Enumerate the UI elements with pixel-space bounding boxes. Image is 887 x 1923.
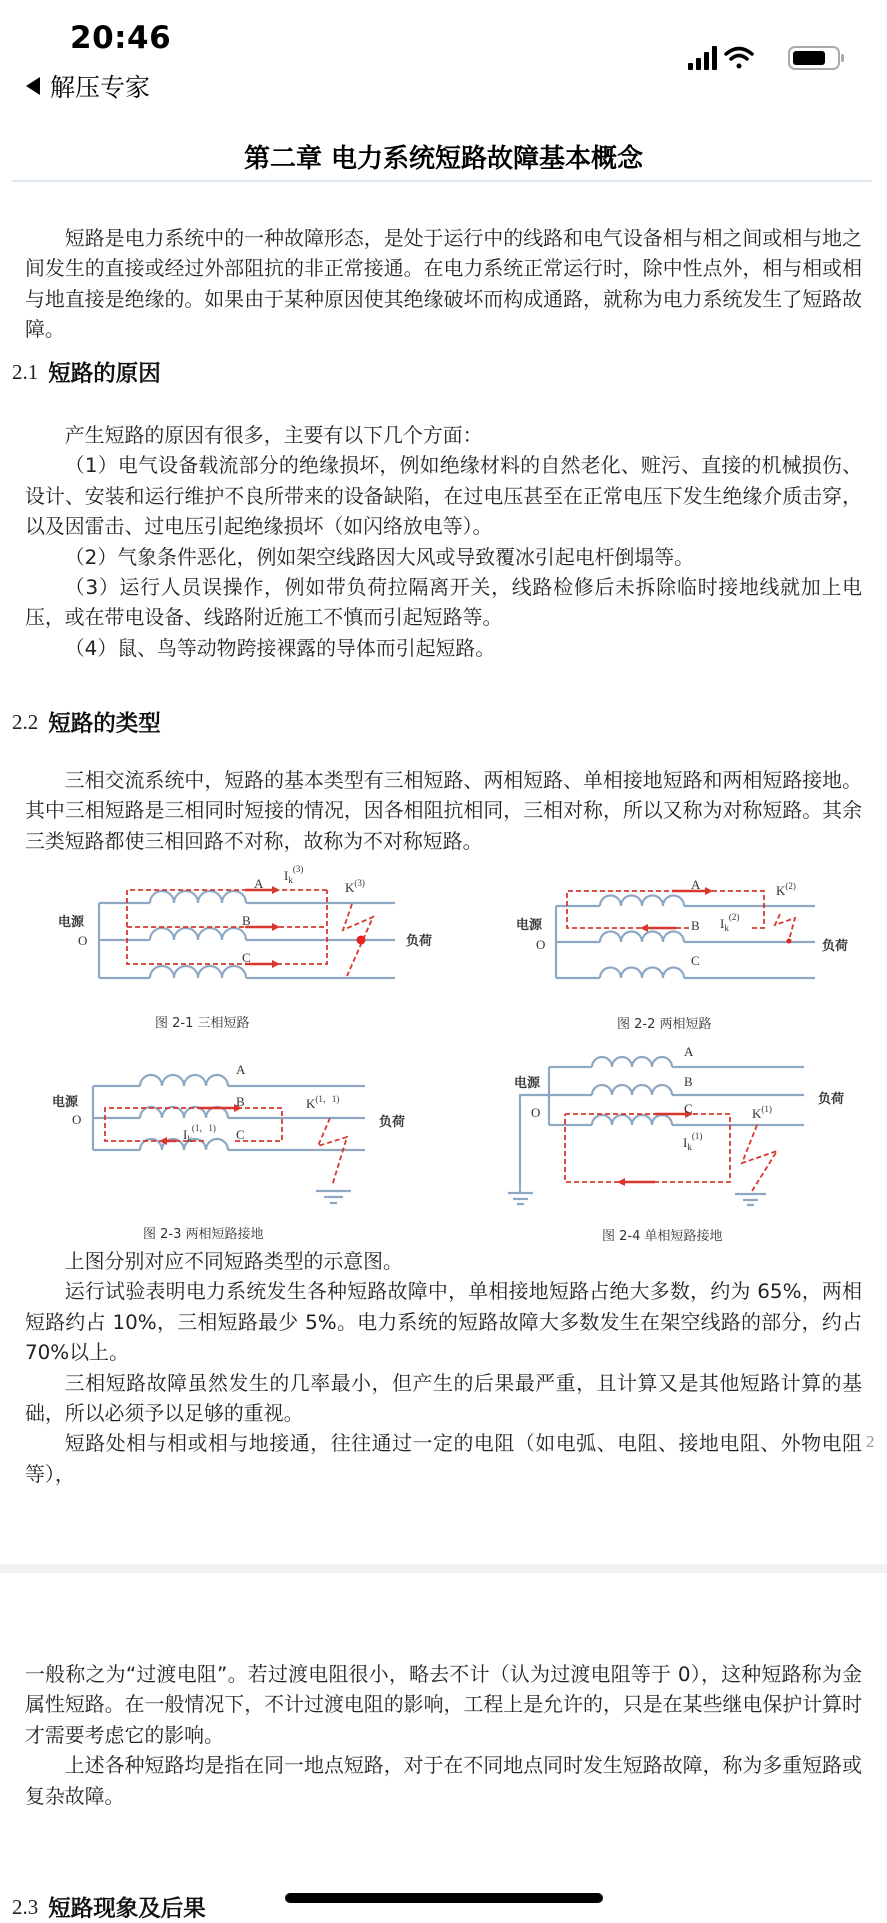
section-title: 短路的原因	[48, 361, 161, 387]
wire	[556, 906, 815, 978]
list-item: （1）电气设备载流部分的绝缘损坏，例如绝缘材料的自然老化、赃污、直接的机械损伤、设计、安装和运行维护不良所带来的设备缺陷，在过电压甚至在正常电压下发生绝缘介质击穿，以及因雷击、过电压引起绝缘损坏（如闪络放电等）。	[25, 454, 862, 539]
phase-c-label: C	[236, 1127, 245, 1142]
back-label: 解压专家	[50, 73, 151, 102]
paragraph: 上图分别对应不同短路类型的示意图。	[64, 1250, 403, 1273]
neutral-label: O	[531, 1105, 541, 1120]
coil-a	[592, 1057, 672, 1067]
page-number: 2	[866, 1432, 875, 1451]
paragraph: 一般称之为“过渡电阻”。若过渡电阻很小，略去不计（认为过渡电阻等于 0），这种短路称为金属性短路。在一般情况下，不计过渡电阻的影响，工程上是允许的，只是在某些继电保护计算时才需要考虑它的影响。	[25, 1663, 862, 1747]
current-label: $I_k^{(3)}$	[284, 864, 304, 885]
source-label: 电源	[58, 915, 85, 930]
fault-point-label: $K^{(3)}$	[345, 878, 365, 895]
fault-point-label: $K^{(1)}$	[752, 1104, 772, 1121]
section-number: 2.3	[12, 1894, 39, 1919]
coil-b	[600, 932, 684, 943]
neutral-label: O	[78, 933, 88, 948]
figure-2-4-single-phase-ground	[508, 1044, 844, 1244]
coil-a	[140, 1075, 228, 1086]
figure-caption: 图 2-1 三相短路	[155, 1016, 250, 1031]
section-heading-2-2	[12, 707, 161, 737]
phase-c-label: C	[691, 953, 700, 968]
coil-b	[592, 1085, 672, 1095]
phase-b-label: B	[691, 918, 700, 933]
fault-point-label: $K^{(1,1)}$	[306, 1094, 340, 1111]
section-heading-2-1	[12, 357, 161, 387]
phase-b-label: B	[236, 1094, 245, 1109]
paragraph: 短路处相与相或相与地接通，往往通过一定的电阻（如电弧、电阻、接地电阻、外物电阻等），	[25, 1432, 862, 1486]
phase-c-label: C	[684, 1101, 693, 1116]
neutral-label: O	[536, 937, 546, 952]
ground-icon	[508, 1193, 533, 1204]
phase-a-label: A	[691, 877, 701, 892]
back-button[interactable]	[26, 70, 150, 102]
fault-point-label: $K^{(2)}$	[776, 881, 796, 898]
section-heading-2-3	[12, 1892, 206, 1922]
home-indicator[interactable]	[285, 1893, 603, 1903]
battery-icon	[789, 47, 844, 69]
current-label: $I_k^{(1,1)}$	[183, 1123, 216, 1144]
section-2-2-body	[25, 766, 862, 857]
cellular-signal-icon	[688, 46, 717, 70]
back-triangle-icon	[26, 77, 40, 95]
paragraph: 运行试验表明电力系统发生各种短路故障中，单相接地短路占绝大多数，约为 65%，两相短路约占 10%，三相短路最少 5%。电力系统的短路故障大多数发生在架空线路的部分，约占 70%以上。	[25, 1280, 862, 1365]
lightning-fault-icon	[318, 1118, 347, 1186]
section-title: 短路的类型	[48, 711, 161, 737]
paragraph: 上述各种短路均是指在同一地点短路，对于在不同地点同时发生短路故障，称为多重短路或复杂故障。	[25, 1754, 862, 1808]
after-figures-body	[25, 1247, 862, 1490]
coil-c	[150, 966, 246, 978]
figure-caption: 图 2-4 单相短路接地	[602, 1229, 723, 1244]
phase-a-label: A	[254, 876, 264, 891]
coil-c	[592, 1115, 672, 1125]
load-label: 负荷	[818, 1092, 845, 1107]
phase-b-label: B	[684, 1074, 693, 1089]
figure-2-1-three-phase	[58, 864, 432, 1031]
phase-a-label: A	[236, 1062, 246, 1077]
load-label: 负荷	[406, 934, 433, 949]
ground-icon	[316, 1191, 351, 1203]
figure-caption: 图 2-2 两相短路	[617, 1017, 712, 1032]
figure-caption: 图 2-3 两相短路接地	[143, 1227, 264, 1242]
source-label: 电源	[516, 918, 543, 933]
phase-b-label: B	[242, 913, 251, 928]
source-label: 电源	[52, 1095, 79, 1110]
list-item: （3）运行人员误操作，例如带负荷拉隔离开关，线路检修后未拆除临时接地线就加上电压，或在带电设备、线路附近施工不慎而引起短路等。	[25, 576, 862, 630]
status-time: 20:46	[70, 20, 172, 56]
current-label: $I_k^{(2)}$	[720, 912, 740, 933]
figure-2-3-two-phase-ground	[52, 1062, 405, 1242]
paragraph: 三相交流系统中，短路的基本类型有三相短路、两相短路、单相接地短路和两相短路接地。其中三相短路是三相同时短接的情况，因各相阻抗相同，三相对称，所以又称为对称短路。其余三类短路都使三相回路不对称，故称为不对称短路。	[25, 769, 862, 853]
list-item: （2）气象条件恶化，例如架空线路因大风或导致覆冰引起电杆倒塌等。	[64, 545, 695, 569]
current-label: $I_k^{(1)}$	[683, 1131, 703, 1152]
fault-current-path	[567, 891, 764, 928]
intro-paragraph: 短路是电力系统中的一种故障形态，是处于运行中的线路和电气设备相与相之间或相与地之间发生的直接或经过外部阻抗的非正常接通。在电力系统正常运行时，除中性点外，相与相或相与地直接是绝缘的。如果由于某种原因使其绝缘破坏而构成通路，就称为电力系统发生了短路故障。	[25, 227, 862, 342]
intro-paragraph-block	[25, 224, 862, 346]
section-number: 2.2	[12, 709, 39, 734]
fault-point	[357, 936, 366, 945]
paragraph: 三相短路故障虽然发生的几率最小，但产生的后果最严重，且计算又是其他短路计算的基础，所以必须予以足够的重视。	[25, 1371, 862, 1426]
section-title: 短路现象及后果	[48, 1896, 206, 1922]
source-label: 电源	[514, 1076, 541, 1091]
fault-current-path	[127, 890, 327, 964]
section-number: 2.1	[12, 359, 39, 384]
neutral-label: O	[72, 1112, 82, 1127]
chapter-title: 第二章 电力系统短路故障基本概念	[243, 144, 644, 174]
section-2-1-body	[25, 421, 862, 664]
coil-b	[150, 928, 246, 940]
page-separator	[0, 1564, 887, 1573]
coil-a	[600, 896, 684, 907]
phase-c-label: C	[242, 950, 251, 965]
lightning-fault-icon	[742, 1125, 777, 1191]
status-icons	[686, 44, 846, 72]
lightning-fault-icon	[775, 914, 795, 940]
paragraph: 产生短路的原因有很多，主要有以下几个方面：	[64, 424, 483, 447]
list-item: （4）鼠、鸟等动物跨接裸露的导体而引起短路。	[64, 636, 496, 660]
coil-a	[150, 891, 246, 903]
title-divider	[12, 180, 872, 182]
next-page-body	[25, 1660, 862, 1812]
phase-a-label: A	[684, 1044, 694, 1059]
wifi-icon	[726, 49, 752, 69]
coil-c	[600, 968, 684, 978]
figure-2-2-two-phase	[516, 877, 848, 1032]
short-circuit-diagrams	[0, 860, 887, 1250]
ground-icon	[735, 1194, 766, 1205]
load-label: 负荷	[822, 939, 849, 954]
load-label: 负荷	[379, 1115, 406, 1130]
